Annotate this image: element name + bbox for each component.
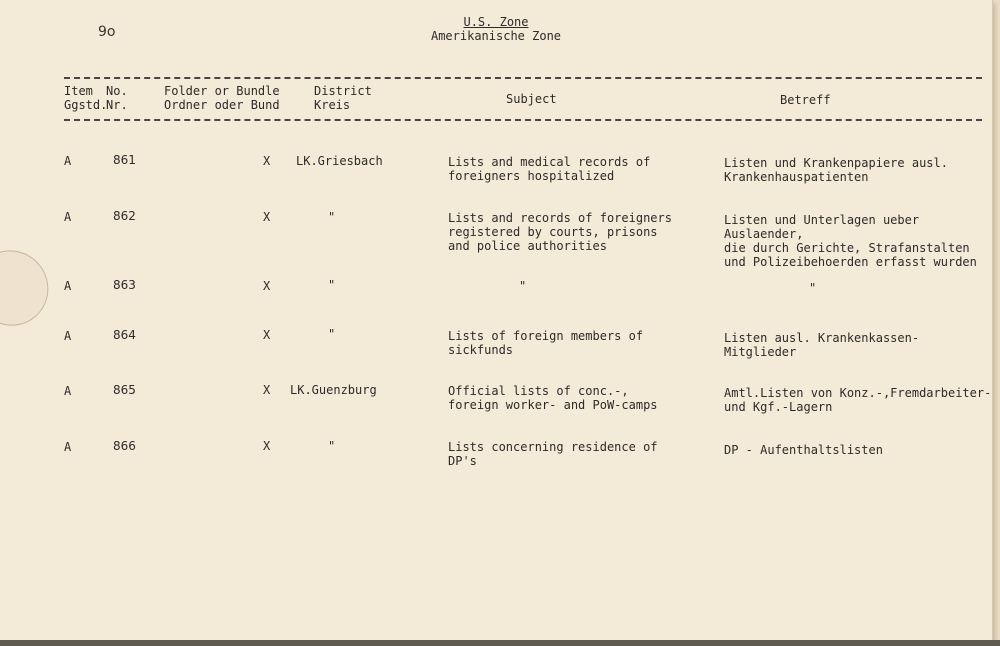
col-header-folder: Folder or Bundle Ordner oder Bund [164, 84, 280, 112]
number-cell: 865 [113, 383, 136, 397]
district-cell: " [328, 210, 336, 224]
col-header-no: No. Nr. [106, 84, 128, 112]
betreff-cell: Amtl.Listen von Konz.-,Fremdarbeiter- und Kgf.-Lagern [724, 386, 992, 414]
subject-cell: Lists and records of foreigners registered by courts, prisons and police authorities [448, 211, 672, 253]
header-rule-top [64, 77, 982, 79]
folder-cell: X [263, 154, 271, 168]
subject-cell: Lists of foreign members of sickfunds [448, 329, 644, 357]
zone-title-en: U.S. Zone [463, 15, 529, 29]
folder-cell: X [263, 279, 271, 293]
page-edge [0, 640, 1000, 646]
betreff-cell: Listen und Krankenpapiere ausl. Krankenhauspatienten [724, 156, 948, 184]
betreff-cell: " [809, 281, 817, 295]
district-cell: " [328, 439, 336, 453]
folder-cell: X [263, 328, 271, 342]
number-cell: 861 [113, 153, 136, 167]
betreff-cell: Listen und Unterlagen ueber Auslaender, die durch Gerichte, Strafanstalten und Polizeibehoerden erfasst wurden [724, 213, 977, 269]
folder-cell: X [263, 439, 271, 453]
paper-tab [0, 236, 63, 341]
number-cell: 866 [113, 439, 136, 453]
page-number: 9o [98, 24, 116, 40]
district-cell: LK.Guenzburg [290, 383, 377, 397]
number-cell: 863 [113, 278, 136, 292]
item-cell: A [64, 210, 72, 224]
number-cell: 862 [113, 209, 136, 223]
item-cell: A [64, 154, 72, 168]
district-cell: LK.Griesbach [296, 154, 383, 168]
item-cell: A [64, 279, 72, 293]
folder-cell: X [263, 383, 271, 397]
subject-cell: Official lists of conc.-, foreign worker- and PoW-camps [448, 384, 658, 412]
number-cell: 864 [113, 328, 136, 342]
zone-title-de: Amerikanische Zone [430, 29, 562, 43]
subject-cell: Lists and medical records of foreigners hospitalized [448, 155, 651, 183]
item-cell: A [64, 384, 72, 398]
district-cell: " [328, 278, 336, 292]
item-cell: A [64, 440, 72, 454]
header-rule-bottom [64, 119, 982, 121]
subject-cell: Lists concerning residence of DP's [448, 440, 658, 468]
col-header-district: District Kreis [314, 84, 372, 112]
zone-header [0, 15, 992, 43]
col-header-subject: Subject [506, 92, 557, 106]
betreff-cell: DP - Aufenthaltslisten [724, 443, 883, 457]
item-cell: A [64, 329, 72, 343]
betreff-cell: Listen ausl. Krankenkassen- Mitglieder [724, 331, 920, 359]
district-cell: " [328, 327, 336, 341]
subject-cell: " [519, 279, 527, 293]
folder-cell: X [263, 210, 271, 224]
col-header-item: Item Ggstd. [64, 84, 108, 112]
col-header-betreff: Betreff [780, 93, 831, 107]
